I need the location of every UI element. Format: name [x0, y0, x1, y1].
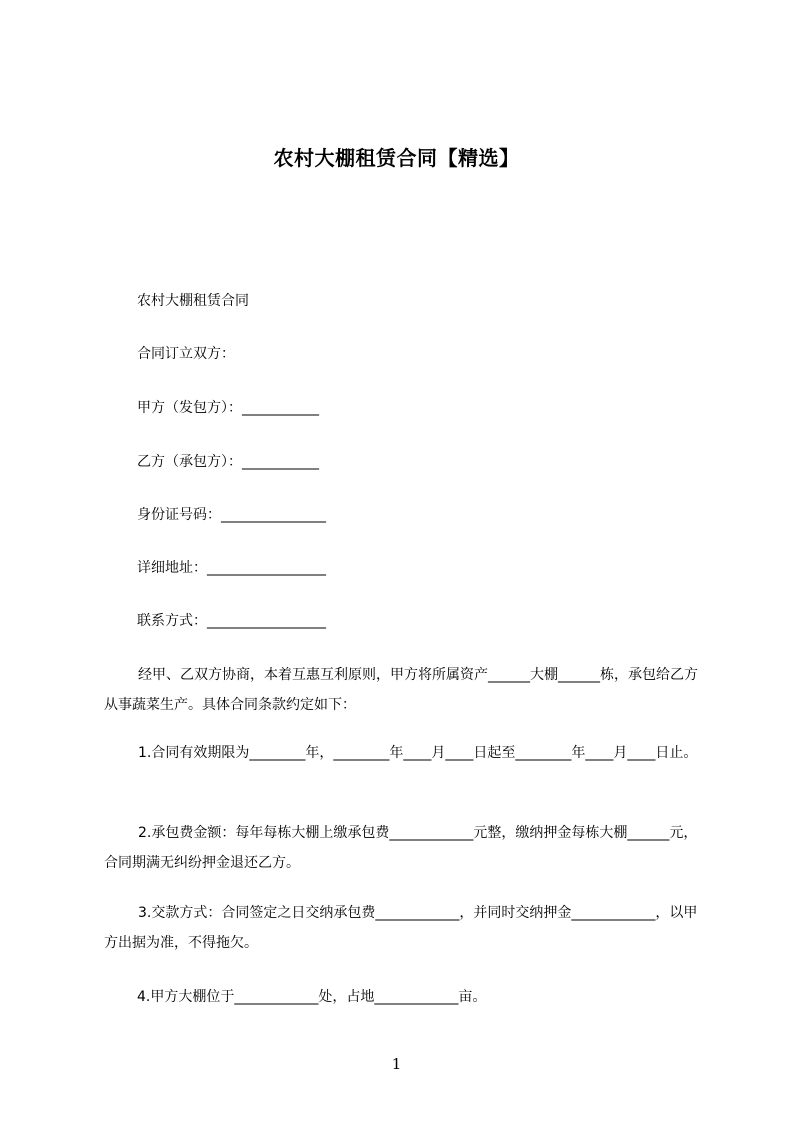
clause-1-text: 1.合同有效期限为________年，________年____月____日起至________年____月____日止。	[138, 745, 698, 761]
clause-3-paragraph	[104, 898, 704, 958]
contact-field: 联系方式：_________________	[137, 613, 326, 629]
parties-intro: 合同订立双方：	[137, 346, 235, 362]
clause-2-paragraph	[104, 818, 704, 878]
clause-2-text: 2.承包费金额：每年每栋大棚上缴承包费____________元整，缴纳押金每栋大棚______元，合同期满无纠纷押金退还乙方。	[104, 825, 698, 871]
clause-4-text: 4.甲方大棚位于____________处，占地____________亩。	[137, 989, 487, 1005]
document-title: 农村大棚租赁合同【精选】	[273, 146, 520, 170]
preamble-paragraph	[104, 660, 704, 720]
party-a-field: 甲方（发包方）：___________	[137, 400, 319, 416]
address-field: 详细地址：_________________	[137, 560, 326, 576]
party-b-field: 乙方（承包方）：___________	[137, 454, 319, 470]
preamble-text: 经甲、乙双方协商，本着互惠互利原则，甲方将所属资产______大棚______栋，承包给乙方从事蔬菜生产。具体合同条款约定如下：	[104, 667, 698, 713]
clause-1-paragraph	[104, 738, 704, 768]
contract-heading: 农村大棚租赁合同	[137, 293, 249, 309]
clause-3-text: 3.交款方式：合同签定之日交纳承包费____________，并同时交纳押金____________，以甲方出据为准，不得拖欠。	[104, 905, 698, 951]
id-number-field: 身份证号码：_______________	[137, 507, 326, 523]
page-number: 1	[391, 1055, 402, 1073]
